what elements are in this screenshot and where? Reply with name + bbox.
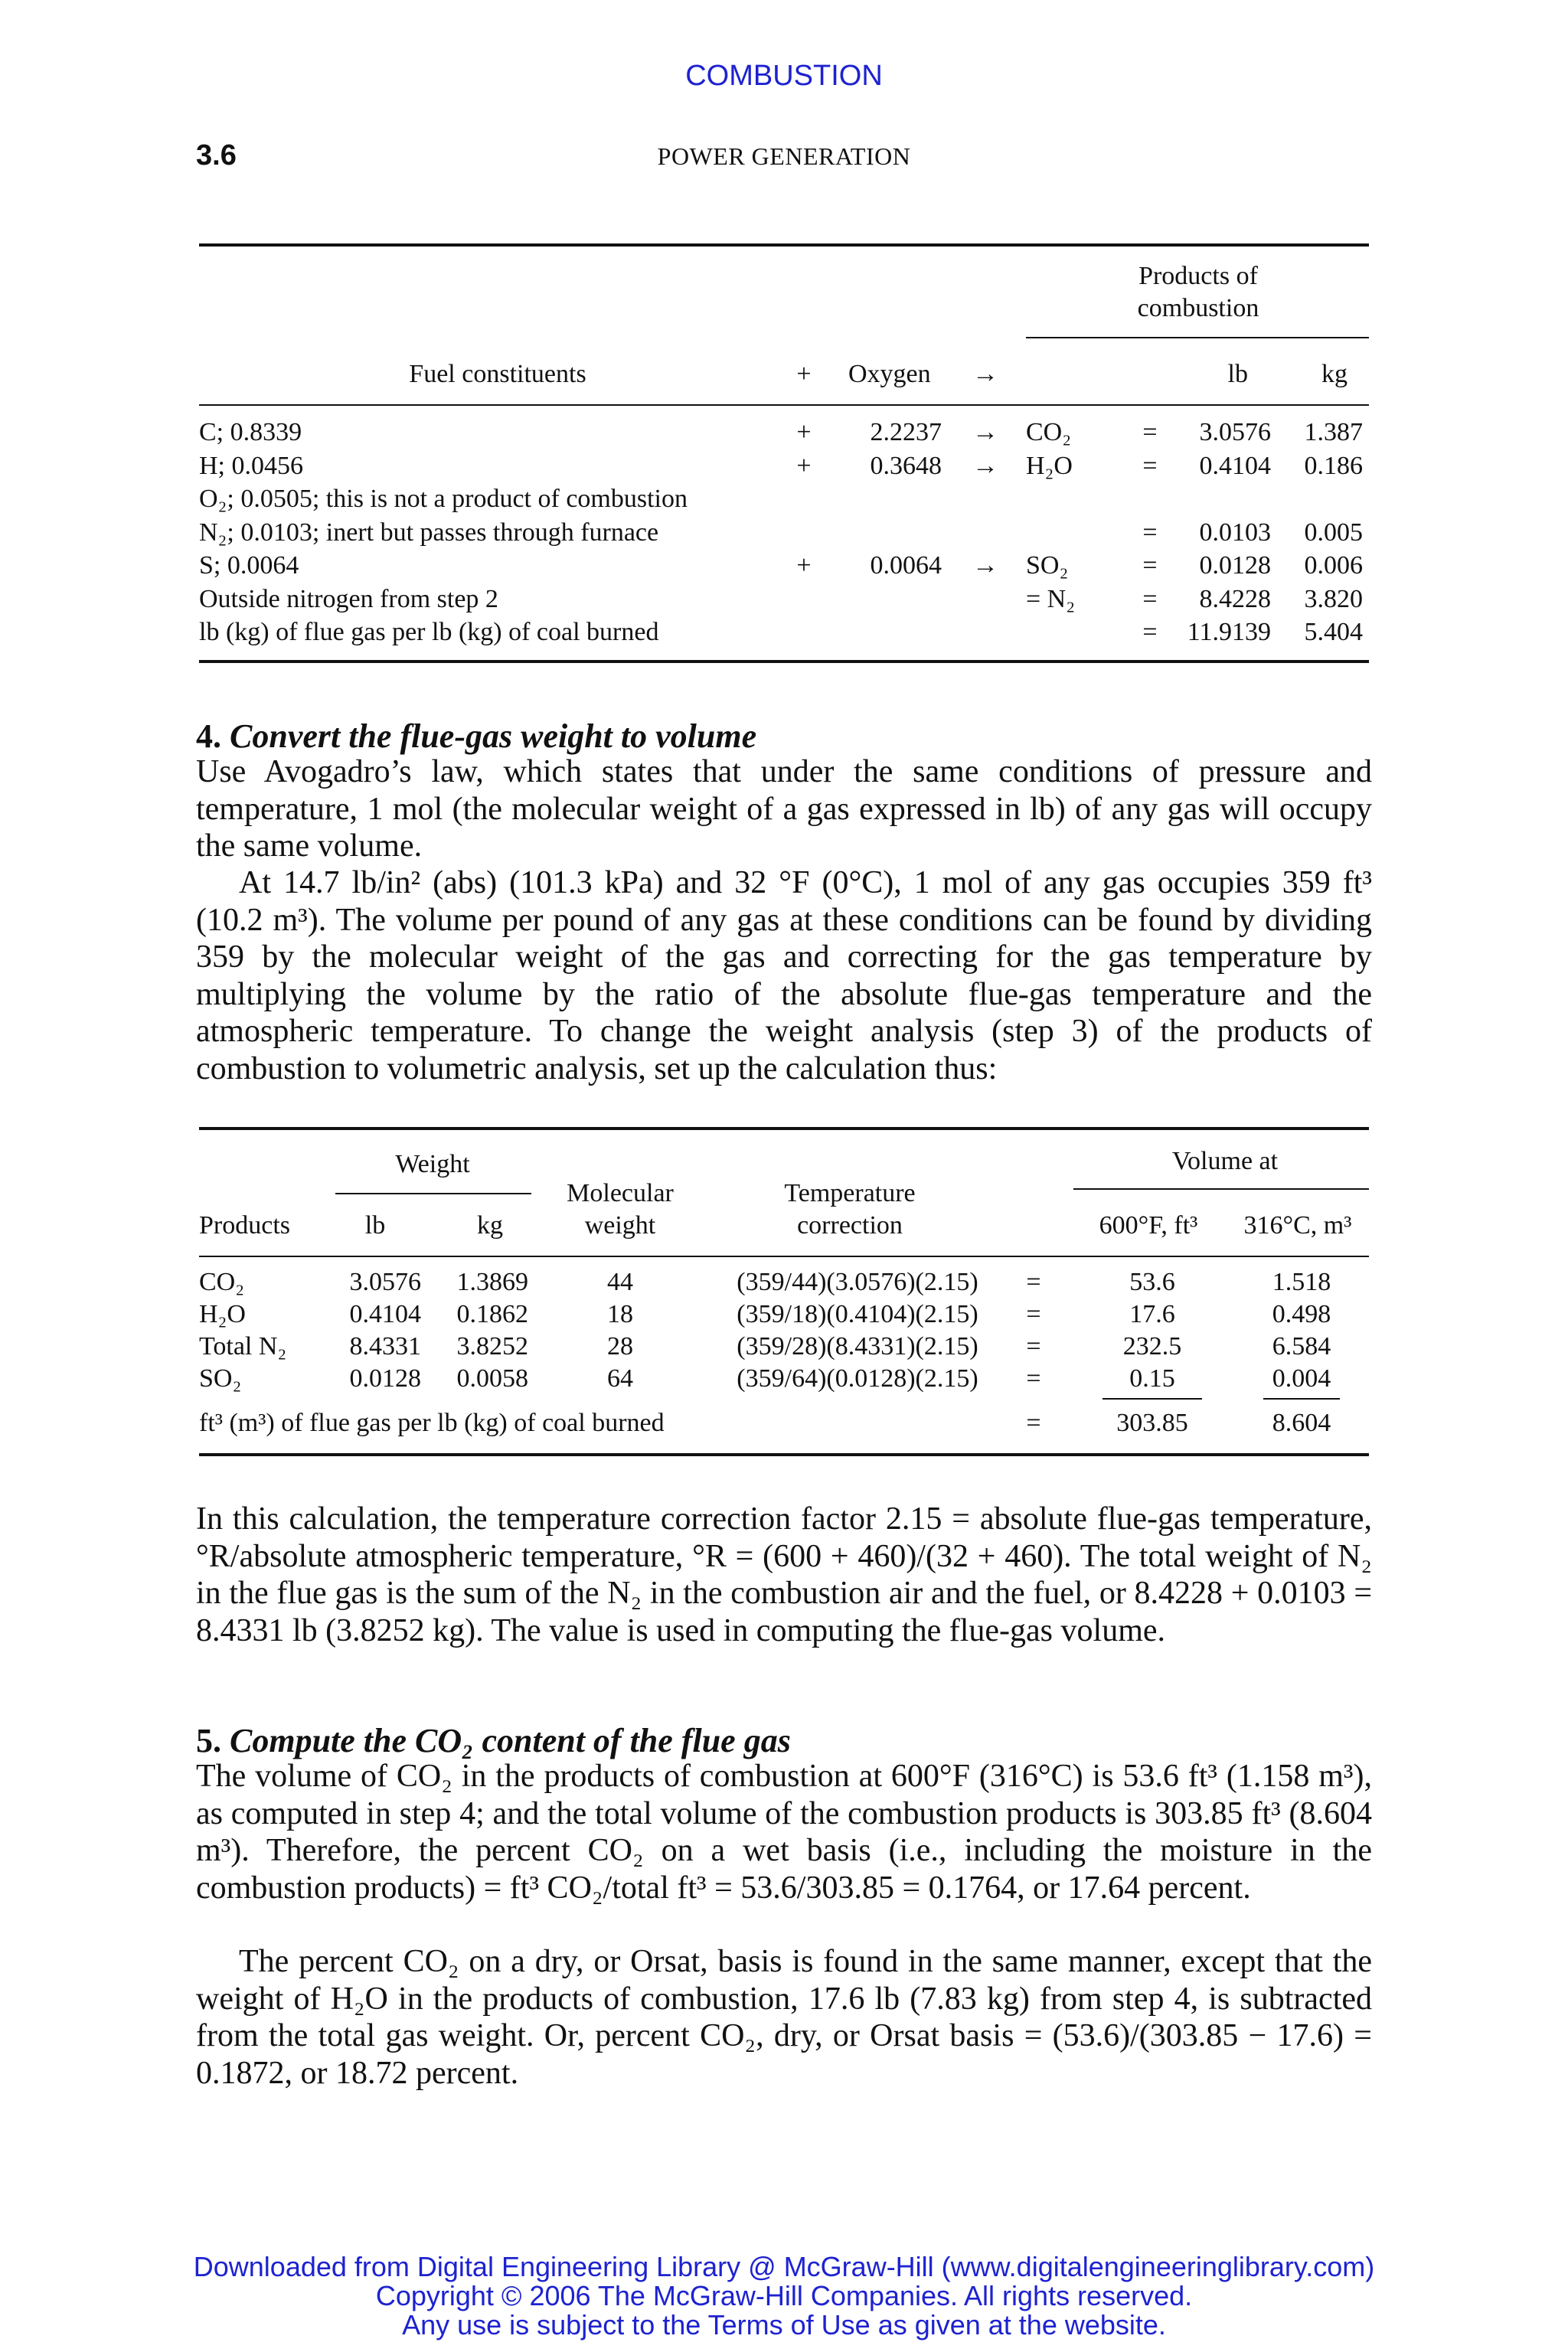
table1-row-oxygen: 2.2237: [870, 418, 942, 446]
table1-row-lb: 0.0103: [1199, 518, 1271, 547]
section-4-title: Convert the flue-gas weight to volume: [230, 717, 757, 755]
table1-top-rule: [199, 243, 1369, 247]
table2-row-lb: 0.4104: [349, 1300, 421, 1328]
table2-head-correction: correction: [797, 1211, 903, 1240]
table2-header-rule: [199, 1256, 1369, 1257]
table2-row-eq: =: [1026, 1364, 1041, 1393]
running-head: POWER GENERATION: [657, 142, 911, 170]
table1-head-plus: +: [796, 360, 812, 388]
table2-row-m3: 0.004: [1272, 1364, 1331, 1393]
table2-total-label: ft³ (m³) of flue gas per lb (kg) of coal burned: [199, 1409, 665, 1437]
section-4-number: 4.: [196, 717, 221, 755]
table1-row-label: H; 0.0456: [199, 451, 303, 480]
table2-row-product: CO₂: [199, 1268, 245, 1296]
table1-row-label: N₂; 0.0103; inert but passes through furnace: [199, 518, 659, 547]
table1-row-arrow: →: [972, 418, 998, 446]
table2-total-m3: 8.604: [1272, 1409, 1331, 1437]
table1-row-eq: =: [1142, 551, 1158, 580]
table1-row-eq: =: [1142, 584, 1158, 613]
footer-download-link[interactable]: Downloaded from Digital Engineering Library @ McGraw-Hill (www.digitalengineeringlibrary.com): [193, 2251, 1375, 2282]
table2-head-weight-2: weight: [584, 1211, 656, 1240]
table2-head-kg: kg: [477, 1211, 503, 1240]
table2-row-eq: =: [1026, 1268, 1041, 1296]
table2-row-molecular-weight: 18: [607, 1300, 633, 1328]
table2-head-temperature: Temperature: [784, 1179, 916, 1207]
section-5-title: Compute the CO₂ content of the flue gas: [230, 1722, 791, 1759]
table2-row-correction: (359/44)(3.0576)(2.15): [737, 1268, 978, 1296]
table1-row-oxygen: 0.0064: [870, 551, 942, 580]
table1-row-eq: =: [1142, 518, 1158, 547]
table1-row-kg: 0.006: [1304, 551, 1363, 580]
table2-row-molecular-weight: 44: [607, 1268, 633, 1296]
table1-row-kg: 1.387: [1304, 418, 1363, 446]
table2-total-ft3: 303.85: [1116, 1409, 1188, 1437]
table1-row-label: S; 0.0064: [199, 551, 299, 580]
section-5-heading: [196, 1721, 791, 1760]
table1-row-plus: +: [796, 551, 812, 580]
table1-row-kg: 0.186: [1304, 451, 1363, 480]
table2-row-correction: (359/28)(8.4331)(2.15): [737, 1332, 978, 1361]
table1-row-product: H₂O: [1026, 451, 1073, 480]
table1-header-rule: [199, 404, 1369, 406]
table2-row-correction: (359/64)(0.0128)(2.15): [737, 1364, 978, 1393]
table2-head-316c: 316°C, m³: [1243, 1211, 1352, 1240]
table1-head-products-of: Products of: [1138, 262, 1258, 290]
table1-head-oxygen: Oxygen: [848, 360, 931, 388]
table1-row-eq: =: [1142, 418, 1158, 446]
table1-row-lb: 8.4228: [1199, 584, 1271, 613]
table1-row-lb: 11.9139: [1187, 618, 1271, 646]
table1-row-arrow: →: [972, 451, 998, 480]
table2-row-m3: 1.518: [1272, 1268, 1331, 1296]
table2-row-molecular-weight: 28: [607, 1332, 633, 1361]
table2-row-eq: =: [1026, 1300, 1041, 1328]
table1-row-lb: 0.4104: [1199, 451, 1271, 480]
table2-head-weight: Weight: [395, 1150, 470, 1178]
table1-head-kg: kg: [1321, 360, 1348, 388]
footer: [0, 2252, 1568, 2340]
table2-row-eq: =: [1026, 1332, 1041, 1361]
table1-row-eq: =: [1142, 451, 1158, 480]
table1-row-arrow: →: [972, 551, 998, 580]
section-4-paragraph-1: Use Avogadro’s law, which states that under the same conditions of pressure and temperature, 1 mol (the molecular weight of a gas expressed in lb) of any gas will occupy the same volume.: [196, 754, 1372, 864]
section-5-paragraph-2: The percent CO₂ on a dry, or Orsat, basis is found in the same manner, except that the weight of H₂O in the products of combustion, 17.6 lb (7.83 kg) from step 4, is subtracted from the total gas weight. Or, percent CO₂, dry, or Orsat basis = (53.6)/(303.85 − 17.6) = 0.1872, or 18.72 percent.: [196, 1944, 1372, 2091]
table1-row-product: = N₂: [1026, 584, 1076, 613]
table2-head-molecular: Molecular: [567, 1179, 674, 1207]
table1-row-product: CO₂: [1026, 418, 1072, 446]
table2-row-lb: 3.0576: [349, 1268, 421, 1296]
table2-row-kg: 1.3869: [456, 1268, 528, 1296]
footer-copyright: Copyright © 2006 The McGraw-Hill Companies. All rights reserved.: [375, 2280, 1193, 2311]
table2-row-kg: 0.1862: [456, 1300, 528, 1328]
table1-row-plus: +: [796, 418, 812, 446]
table2-row-product: Total N₂: [199, 1332, 287, 1361]
table1-row-label: C; 0.8339: [199, 418, 302, 446]
table2-volume-rule: [1073, 1188, 1369, 1190]
table2-row-product: H₂O: [199, 1300, 246, 1328]
table2-explanation-paragraph: In this calculation, the temperature correction factor 2.15 = absolute flue-gas temperature, °R/absolute atmospheric temperature, °R = (600 + 460)/(32 + 460). The total weight of N₂ in the flue gas is the sum of the N₂ in the combustion air and the fuel, or 8.4228 + 0.0103 = 8.4331 lb (3.8252 kg). The value is used in computing the flue-gas volume.: [196, 1501, 1372, 1648]
table1-row-label: lb (kg) of flue gas per lb (kg) of coal burned: [199, 618, 659, 646]
table1-head-fuel: Fuel constituents: [409, 360, 586, 388]
table2-ft3-sum-rule: [1102, 1398, 1202, 1400]
table2-row-lb: 0.0128: [349, 1364, 421, 1393]
table2-row-kg: 0.0058: [456, 1364, 528, 1393]
table1-row-product: SO₂: [1026, 551, 1069, 580]
table1-row-lb: 3.0576: [1199, 418, 1271, 446]
table1-row-label: Outside nitrogen from step 2: [199, 584, 498, 613]
table1-head-arrow: →: [972, 360, 998, 388]
table2-row-molecular-weight: 64: [607, 1364, 633, 1393]
table1-head-combustion: combustion: [1137, 294, 1259, 322]
table2-row-ft3: 232.5: [1122, 1332, 1182, 1361]
table2-head-products: Products: [199, 1211, 290, 1240]
table2-head-600f: 600°F, ft³: [1099, 1211, 1198, 1240]
table1-row-kg: 3.820: [1304, 584, 1363, 613]
table2-head-lb: lb: [364, 1211, 386, 1240]
table2-total-eq: =: [1026, 1409, 1041, 1437]
table2-m3-sum-rule: [1263, 1398, 1340, 1400]
table2-row-correction: (359/18)(0.4104)(2.15): [737, 1300, 978, 1328]
table2-row-kg: 3.8252: [456, 1332, 528, 1361]
footer-terms[interactable]: Any use is subject to the Terms of Use as given at the website.: [402, 2309, 1166, 2341]
table2-row-m3: 6.584: [1272, 1332, 1331, 1361]
section-5-number: 5.: [196, 1722, 221, 1759]
section-4-paragraph-2: At 14.7 lb/in² (abs) (101.3 kPa) and 32 °F (0°C), 1 mol of any gas occupies 359 ft³ (10.2 m³). The volume per pound of any gas at these conditions can be found by dividing 359 by the molecular weight of the gas and correcting for the gas temperature by multiplying the volume by the ratio of the absolute flue-gas temperature and the atmospheric temperature. To change the weight analysis (step 3) of the products of combustion to volumetric analysis, set up the calculation thus:: [196, 865, 1372, 1086]
table2-row-ft3: 17.6: [1129, 1300, 1175, 1328]
section-5-paragraph-1: The volume of CO₂ in the products of combustion at 600°F (316°C) is 53.6 ft³ (1.158 m³), as computed in step 4; and the total volume of the combustion products is 303.85 ft³ (8.604 m³). Therefore, the percent CO₂ on a wet basis (i.e., including the moisture in the combustion products) = ft³ CO₂/total ft³ = 53.6/303.85 = 0.1764, or 17.64 percent.: [196, 1759, 1372, 1906]
top-link[interactable]: COMBUSTION: [685, 60, 883, 92]
table1-row-lb: 0.0128: [1199, 551, 1271, 580]
table1-head-lb: lb: [1227, 360, 1248, 388]
table2-weight-rule: [335, 1193, 531, 1194]
table1-row-plus: +: [796, 451, 812, 480]
table2-bottom-rule: [199, 1453, 1369, 1456]
table2-row-m3: 0.498: [1272, 1300, 1331, 1328]
table2-row-lb: 8.4331: [349, 1332, 421, 1361]
table2-row-product: SO₂: [199, 1364, 242, 1393]
table2-row-ft3: 53.6: [1129, 1268, 1175, 1296]
table2-head-volume-at: Volume at: [1171, 1147, 1279, 1175]
table1-row-kg: 0.005: [1304, 518, 1363, 547]
table1-products-rule: [1026, 337, 1369, 338]
table1-row-oxygen: 0.3648: [870, 451, 942, 480]
table2-row-ft3: 0.15: [1129, 1364, 1175, 1393]
table1-row-eq: =: [1142, 618, 1158, 646]
table2-top-rule: [199, 1127, 1369, 1130]
table1-row-kg: 5.404: [1304, 618, 1363, 646]
page-number: 3.6: [196, 139, 237, 172]
table1-row-label: O₂; 0.0505; this is not a product of combustion: [199, 485, 688, 513]
section-4-heading: [196, 717, 756, 756]
table1-bottom-rule: [199, 660, 1369, 663]
